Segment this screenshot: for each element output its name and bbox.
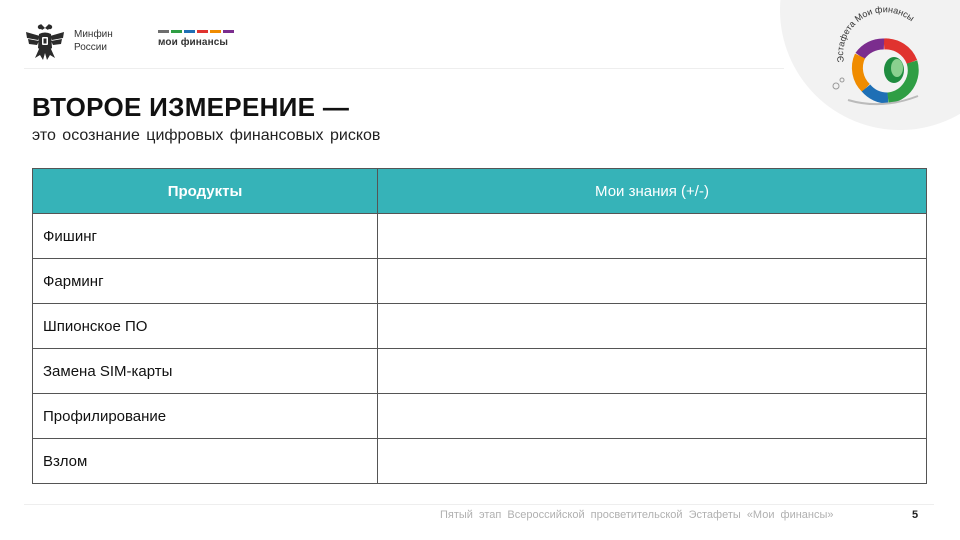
brand-bar <box>158 30 169 33</box>
table-row <box>33 304 927 349</box>
table-header-row <box>33 169 927 214</box>
digital-risks-table <box>32 168 927 484</box>
product-cell: Фарминг <box>33 259 378 304</box>
knowledge-cell[interactable] <box>378 349 927 394</box>
table-row <box>33 394 927 439</box>
brand-bar <box>223 30 234 33</box>
ministry-logo-text <box>74 28 113 54</box>
product-cell: Взлом <box>33 439 378 484</box>
knowledge-cell[interactable] <box>378 394 927 439</box>
knowledge-cell[interactable] <box>378 304 927 349</box>
page-number: 5 <box>912 509 919 521</box>
header-divider <box>24 68 784 69</box>
moi-finansy-logo <box>158 30 234 48</box>
footer-divider <box>24 504 934 505</box>
relay-emblem-logo <box>822 4 942 114</box>
table-row <box>33 439 927 484</box>
table-row <box>33 349 927 394</box>
table-row <box>33 259 927 304</box>
ministry-name-line2: России <box>74 42 107 53</box>
column-header-products: Продукты <box>33 169 378 214</box>
brand-bar <box>197 30 208 33</box>
knowledge-cell[interactable] <box>378 259 927 304</box>
relay-logo-text: Эстафета Мои финансы <box>835 4 917 64</box>
slide-title: ВТОРОЕ ИЗМЕРЕНИЕ — <box>32 92 350 122</box>
slide-subtitle: это осознание цифровых финансовых рисков <box>32 127 381 144</box>
product-cell: Шпионское ПО <box>33 304 378 349</box>
brand-color-bars <box>158 30 234 33</box>
footer-caption: Пятый этап Всероссийской просветительской Эстафеты «Мои финансы» <box>440 509 834 521</box>
ministry-name-line1: Минфин <box>74 29 113 40</box>
product-cell: Замена SIM-карты <box>33 349 378 394</box>
brand-bar <box>210 30 221 33</box>
knowledge-cell[interactable] <box>378 439 927 484</box>
brand-bar <box>184 30 195 33</box>
column-header-knowledge: Мои знания (+/-) <box>378 169 927 214</box>
brand-name: мои финансы <box>158 37 229 48</box>
brand-bar <box>171 30 182 33</box>
knowledge-cell[interactable] <box>378 214 927 259</box>
table-row <box>33 214 927 259</box>
product-cell: Фишинг <box>33 214 378 259</box>
double-headed-eagle-icon <box>24 22 66 62</box>
product-cell: Профилирование <box>33 394 378 439</box>
